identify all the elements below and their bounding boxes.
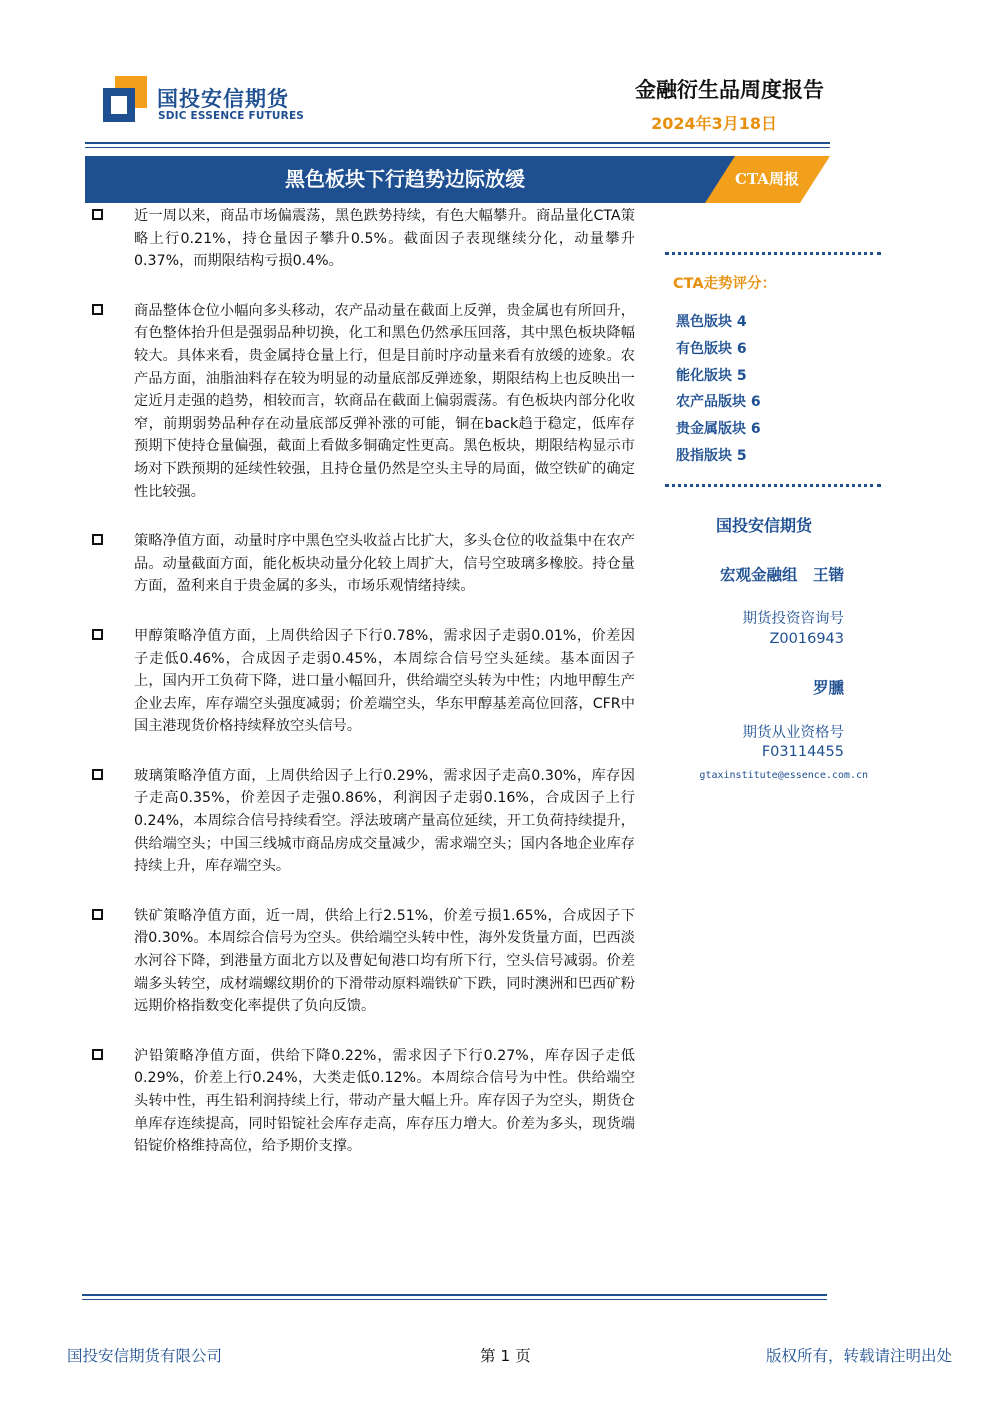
score-item: 能化版块 5 (676, 368, 747, 384)
license-label: 期货投资咨询号 (742, 611, 844, 627)
report-title: 黑色板块下行趋势边际放缓 (285, 167, 525, 191)
checkbox-bullet-icon (92, 909, 103, 920)
checkbox-bullet-icon (92, 1049, 103, 1060)
score-item: 贵金属版块 6 (676, 421, 761, 437)
report-date: 2024年3月18日 (651, 114, 777, 133)
report-type-title: 金融衍生品周度报告 (635, 78, 824, 102)
score-item: 黑色版块 4 (676, 314, 747, 330)
bullet-item (90, 905, 635, 1018)
contact-email: gtaxinstitute@essence.com.cn (699, 770, 868, 781)
checkbox-bullet-icon (92, 629, 103, 640)
footer-company: 国投安信期货有限公司 (67, 1347, 223, 1365)
logo-english-name: SDIC ESSENCE FUTURES (158, 110, 305, 122)
company-logo (103, 74, 303, 130)
header-divider (85, 142, 830, 144)
bullet-text: 策略净值方面，动量时序中黑色空头收益占比扩大，多头仓位的收益集中在农产品。动量截面方面，能化板块动量分化较上周扩大，信号空玻璃多橡胶。持仓量方面，盈利来自于贵金属的多头，市场乐观情绪持续。 (134, 533, 635, 595)
license-number: F03114455 (761, 744, 844, 760)
license-label: 期货从业资格号 (742, 725, 844, 741)
bullet-text: 沪铅策略净值方面，供给下降0.22%，需求因子下行0.27%，库存因子走低0.29%，价差上行0.24%，大类走低0.12%。本周综合信号为中性。供给端空头转中性，再生铅利润持续上行，带动产量大幅上升。库存因子为空头，期货仓单库存连续提高，同时铅锭社会库存走高，库存压力增大。价差为多头，现货端铅锭价格维持高位，给予期价支撑。 (134, 1047, 635, 1155)
report-tag: CTA周报 (735, 170, 799, 188)
checkbox-bullet-icon (92, 534, 103, 545)
bullet-item (90, 205, 635, 273)
checkbox-bullet-icon (92, 769, 103, 780)
footer-copyright: 版权所有，转载请注明出处 (765, 1347, 952, 1365)
bullet-text: 铁矿策略净值方面，近一周，供给上行2.51%，价差亏损1.65%，合成因子下滑0.30%。本周综合信号为空头。供给端空头转中性，海外发货量方面，巴西淡水河谷下降，到港量方面北方以及曹妃甸港口均有所下行，空头信号减弱。价差端多头转空，成材端螺纹期价的下滑带动原料端铁矿下跌，同时澳洲和巴西矿粉远期价格指数变化率提供了负向反馈。 (134, 907, 635, 1015)
score-item: 有色版块 6 (676, 341, 747, 357)
bullet-item (90, 1045, 635, 1158)
score-item: 股指版块 5 (676, 448, 747, 464)
summary-bullets (90, 205, 635, 1158)
bullet-text: 商品整体仓位小幅向多头移动，农产品动量在截面上反弹，贵金属也有所回升，有色整体抬升但是强弱品种切换，化工和黑色仍然承压回落，其中黑色板块降幅较大。具体来看，贵金属持仓量上行，但是目前时序动量来看有放缓的迹象。农产品方面，油脂油料存在较为明显的动量底部反弹迹象，期限结构上也反映出一定近月走强的趋势，相较而言，软商品在截面上偏弱震荡。有色板块内部分化收窄，前期弱势品种存在动量底部反弹补涨的可能，铜在back趋于稳定，低库存预期下使持仓量偏强，截面上看做多铜确定性更高。黑色板块，期限结构显示市场对下跌预期的延续性较强，且持仓量仍然是空头主导的局面，做空铁矿的确定性比较强。 (134, 302, 635, 500)
header-divider-thin (85, 147, 830, 148)
bullet-item (90, 300, 635, 503)
footer-divider-thin (82, 1299, 827, 1300)
score-section-title: CTA走势评分： (673, 276, 777, 292)
sidebar-company-name: 国投安信期货 (715, 516, 812, 535)
sidebar-dotted-divider (665, 484, 881, 487)
bullet-text: 玻璃策略净值方面，上周供给因子上行0.29%，需求因子走高0.30%，库存因子走高0.35%，价差因子走强0.86%，利润因子走弱0.16%，合成因子上行0.24%，本周综合信号持续看空。浮法玻璃产量高位延续，开工负荷持续提升，供给端空头；中国三线城市商品房成交量减少，需求端空头；国内各地企业库存持续上升，库存端空头。 (134, 767, 635, 875)
logo-mark-icon (103, 76, 147, 122)
bullet-item (90, 765, 635, 878)
title-banner (85, 156, 830, 203)
bullet-item (90, 530, 635, 598)
analyst-group-name: 宏观金融组 王锴 (719, 566, 844, 584)
checkbox-bullet-icon (92, 209, 103, 220)
logo-chinese-name: 国投安信期货 (157, 87, 289, 111)
analyst-name: 罗臐 (812, 679, 844, 697)
bullet-text: 近一周以来，商品市场偏震荡，黑色跌势持续，有色大幅攀升。商品量化CTA策略上行0.21%，持仓量因子攀升0.5%。截面因子表现继续分化，动量攀升0.37%，而期限结构亏损0.4%。 (134, 208, 635, 270)
page-number: 第 1 页 (480, 1347, 531, 1365)
sidebar-dotted-divider (665, 252, 881, 255)
score-item: 农产品版块 6 (676, 394, 761, 410)
license-number: Z0016943 (769, 631, 844, 647)
footer-divider (82, 1294, 827, 1296)
checkbox-bullet-icon (92, 304, 103, 315)
bullet-text: 甲醇策略净值方面，上周供给因子下行0.78%，需求因子走弱0.01%，价差因子走低0.46%，合成因子走弱0.45%，本周综合信号空头延续。基本面因子上，国内开工负荷下降，进口量小幅回升，供给端空头转为中性；内地甲醇生产企业去库，库存端空头强度减弱；价差端空头，华东甲醇基差高位回落，CFR中国主港现货价格持续释放空头信号。 (134, 627, 635, 735)
bullet-item (90, 625, 635, 738)
